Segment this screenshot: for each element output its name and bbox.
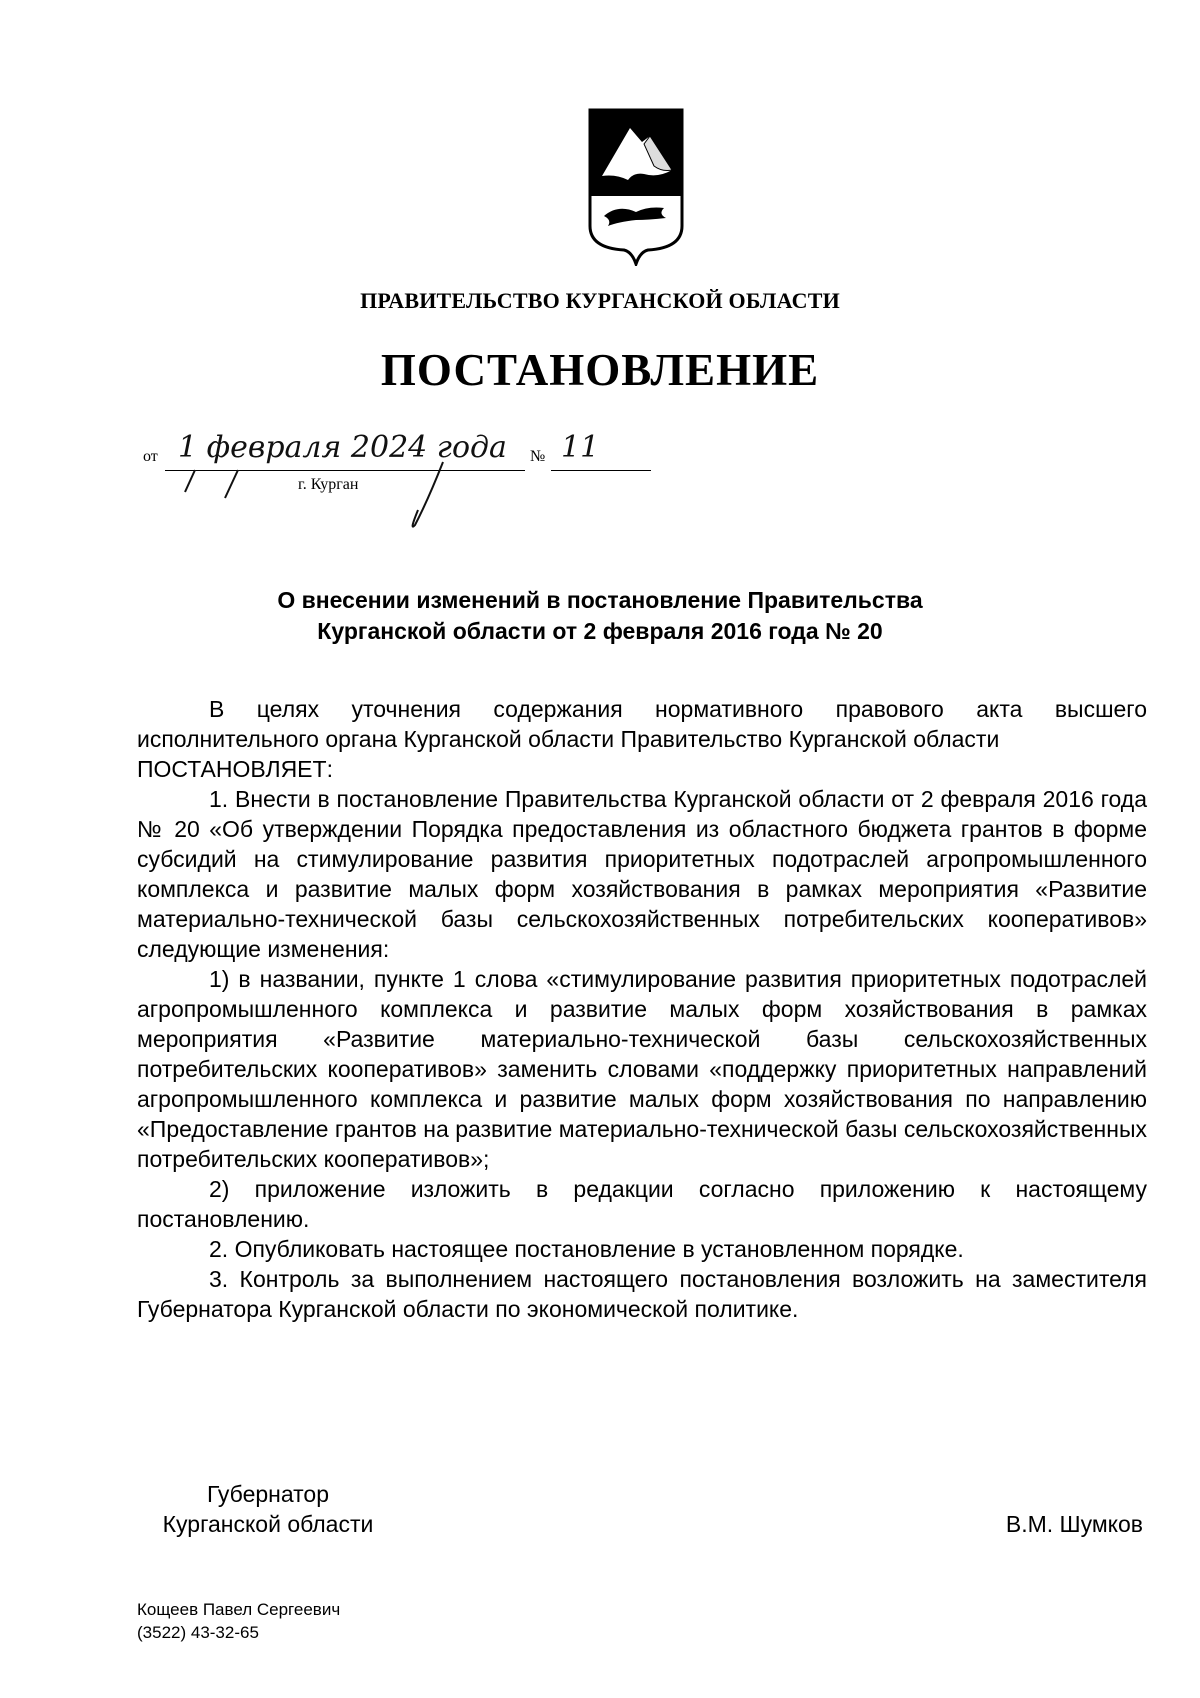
signer-title-line: Губернатор <box>206 1481 330 1507</box>
paragraph-item-1: 1. Внести в постановление Правительства Курганской области от 2 февраля 2016 года № 20 «Об утверждении Порядка предоставления из областного бюджета грантов в форме субсидий на стимулирование развития приоритетных подотраслей агропромышленного комплекса и развитие малых форм хозяйствования в рамках мероприятия «Развитие материально-технической базы сельскохозяйственных потребительских кооперативов» следующие изменения: <box>137 786 1147 962</box>
paragraph-subitem-1: 1) в названии, пункте 1 слова «стимулирование развития приоритетных подотраслей агропромышленного комплекса и развитие малых форм хозяйствования в рамках мероприятия «Развитие материально-технической базы сельскохозяйственных потребительских кооперативов» заменить словами «поддержку приоритетных направлений агропромышленного комплекса и развитие малых форм хозяйствования по направлению «Предоставление грантов на развитие материально-технической базы сельскохозяйственных потребительских кооперативов»; <box>137 966 1147 1172</box>
organization-name: ПРАВИТЕЛЬСТВО КУРГАНСКОЙ ОБЛАСТИ <box>360 288 840 313</box>
signer-name: В.М. Шумков <box>1005 1511 1143 1537</box>
handwritten-number: 11 <box>561 430 600 465</box>
subject-line: Курганской области от 2 февраля 2016 года № 20 <box>317 618 883 644</box>
executor-info <box>137 1598 340 1644</box>
signer-title <box>143 1479 393 1539</box>
coat-of-arms-emblem <box>588 108 684 266</box>
number-label: № <box>530 448 546 465</box>
paragraph-preamble: В целях уточнения содержания нормативного правового акта высшего исполнительного органа Курганской области Правительство Курганской области <box>137 696 1147 752</box>
document-type: ПОСТАНОВЛЕНИЕ <box>380 345 820 395</box>
paragraph-resolves: ПОСТАНОВЛЯЕТ: <box>137 756 333 782</box>
subject-line: О внесении изменений в постановление Правительства <box>277 587 923 613</box>
executor-phone: (3522) 43-32-65 <box>137 1623 259 1642</box>
paragraph-item-3: 3. Контроль за выполнением настоящего постановления возложить на заместителя Губернатора Курганской области по экономической политике. <box>137 1266 1147 1322</box>
document-body <box>137 694 1147 1324</box>
handwritten-date: 1 февраля 2024 года <box>178 430 507 465</box>
paragraph-subitem-2: 2) приложение изложить в редакции согласно приложению к настоящему постановлению. <box>137 1176 1147 1232</box>
from-label: от <box>143 448 158 465</box>
city-label: г. Курган <box>298 476 359 493</box>
handwriting-strokes <box>143 440 663 530</box>
paragraph-item-2: 2. Опубликовать настоящее постановление в установленном порядке. <box>209 1236 964 1262</box>
document-subject <box>0 585 1200 647</box>
signer-title-line: Курганской области <box>162 1511 374 1537</box>
executor-name: Кощеев Павел Сергеевич <box>137 1600 341 1619</box>
